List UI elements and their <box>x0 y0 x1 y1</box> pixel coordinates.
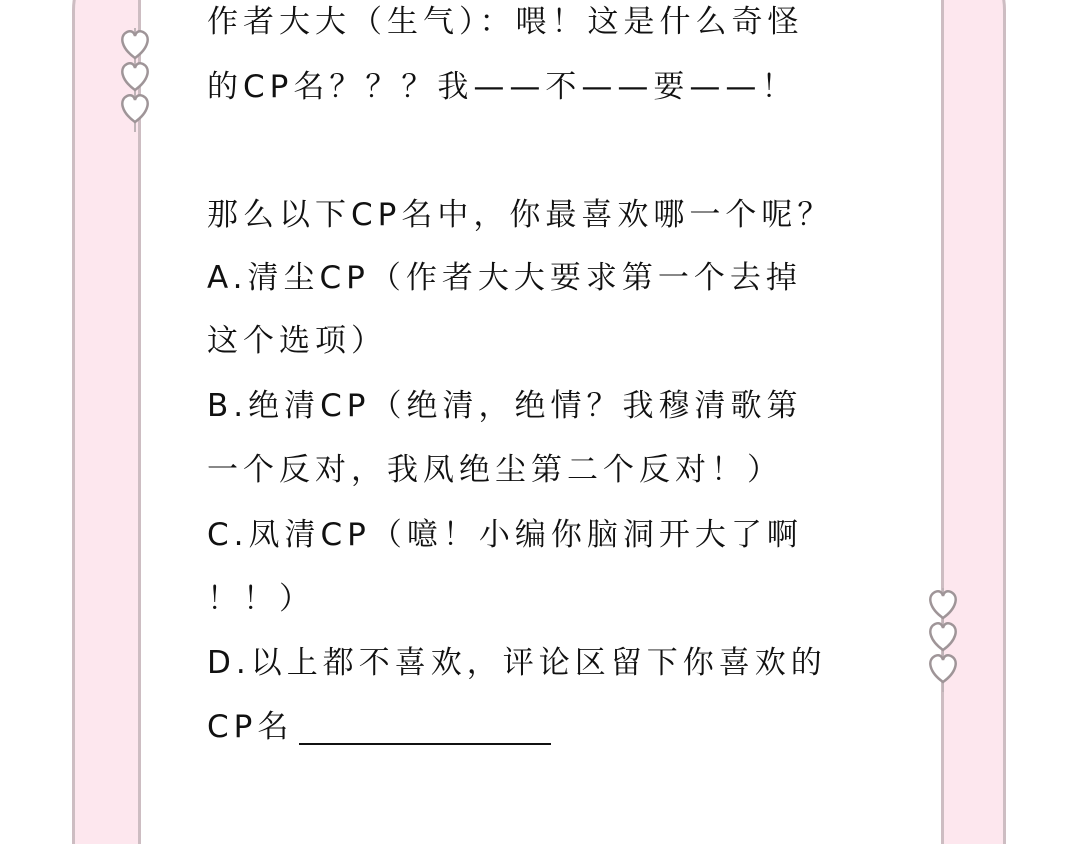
heart-chain-icon <box>117 28 153 132</box>
text-line <box>207 707 551 747</box>
text-line: 一个反对，我凤绝尘第二个反对！） <box>207 452 783 488</box>
answer-blank <box>299 743 551 745</box>
option-a: A.清尘CP（作者大大要求第一个去掉 <box>207 260 802 296</box>
option-b: B.绝清CP（绝清，绝情？我穆清歌第 <box>207 388 803 424</box>
option-c: C.凤清CP（噫！小编你脑洞开大了啊 <box>207 517 803 553</box>
text-line: 这个选项） <box>207 323 387 359</box>
text-line: 作者大大（生气）：喂！这是什么奇怪 <box>207 4 804 40</box>
text-line: ！！） <box>207 581 315 617</box>
text-line: 的CP名？？？我——不——要——！ <box>207 69 798 105</box>
text-line: 那么以下CP名中，你最喜欢哪一个呢？ <box>207 197 834 233</box>
heart-chain-icon <box>925 588 961 692</box>
cp-name-label: CP名 <box>207 709 294 745</box>
option-d: D.以上都不喜欢，评论区留下你喜欢的 <box>207 645 827 681</box>
